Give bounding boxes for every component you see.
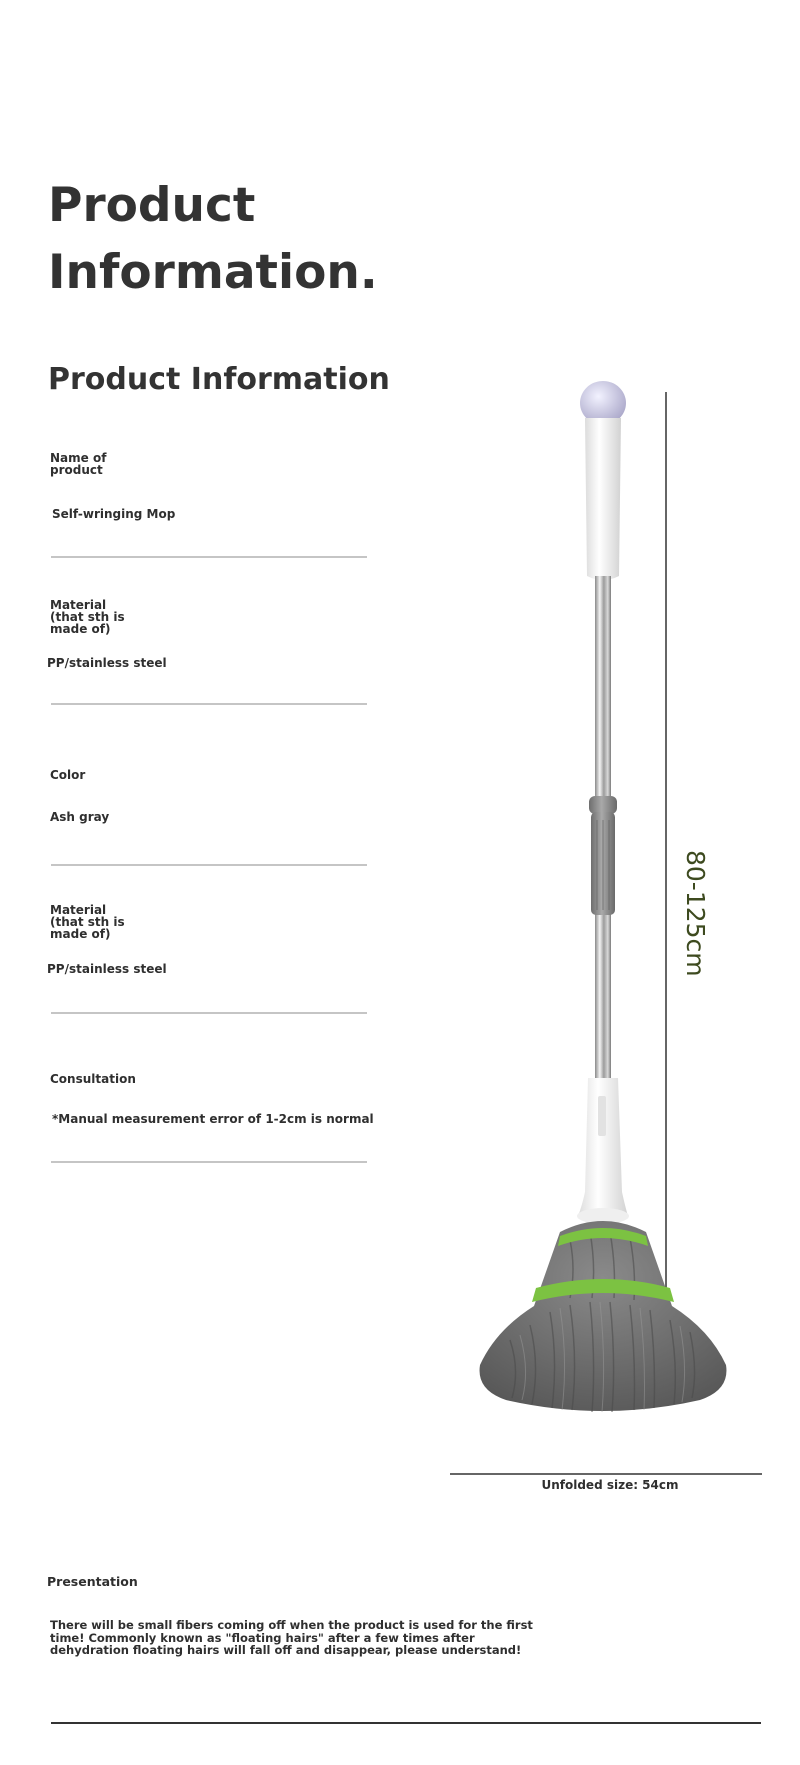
presentation-text: There will be small fibers coming off when the product is used for the first time! Commonly known as "floating hairs" after a few times after dehydration floating hairs will fall off and disappear, please understand!	[50, 1618, 533, 1657]
section-title: Product Information	[48, 362, 390, 397]
spec-value-color: Ash gray	[50, 810, 110, 824]
height-dimension-label: 80-125cm	[681, 850, 710, 977]
spec-value-material-2: PP/stainless steel	[47, 962, 167, 976]
spec-label-color: Color	[50, 768, 86, 782]
presentation-heading: Presentation	[47, 1574, 138, 1589]
spec-divider	[51, 703, 367, 705]
bottom-divider	[51, 1722, 761, 1724]
spec-label-name: Name of product	[50, 451, 107, 477]
page-title-line-2: Information.	[48, 245, 378, 300]
spec-value-consultation: *Manual measurement error of 1-2cm is normal	[52, 1112, 374, 1126]
spec-value-name: Self-wringing Mop	[52, 507, 176, 521]
mop-illustration	[440, 380, 780, 1500]
unfolded-size-label: Unfolded size: 54cm	[541, 1478, 679, 1492]
spec-label-consultation: Consultation	[50, 1072, 136, 1086]
spec-label-material: Material (that sth is made of)	[50, 598, 125, 636]
spec-divider	[51, 1012, 367, 1014]
spec-divider	[51, 864, 367, 866]
spec-divider	[51, 556, 367, 558]
spec-value-material: PP/stainless steel	[47, 656, 167, 670]
page-title-line-1: Product	[48, 178, 256, 233]
spec-label-material-2: Material (that sth is made of)	[50, 903, 125, 941]
spec-divider	[51, 1161, 367, 1163]
page-title	[48, 172, 378, 306]
